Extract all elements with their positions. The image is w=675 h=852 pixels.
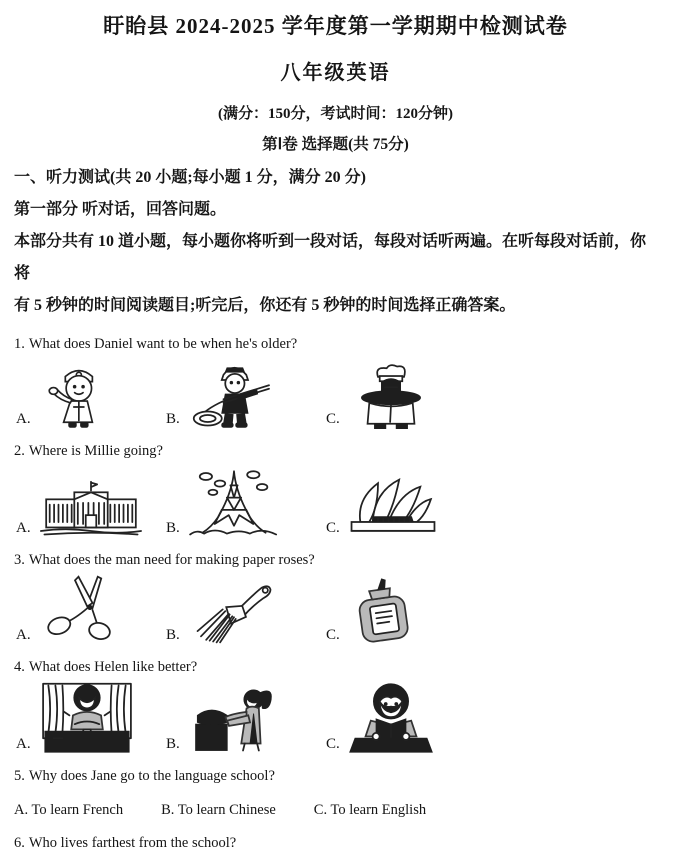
girl-cooking-image [188,682,284,754]
question-5-text: 5. Why does Jane go to the language school? [14,768,275,784]
chef-image [348,363,434,429]
question-2-option-c [326,476,486,538]
girl-at-desk-by-window-image [39,682,135,754]
instructions-line-1: 本部分共有 10 道小题，每小题你将听到一段对话，每段对话听两遍。在听每段对话前，你将 [14,233,647,282]
question-3-options [16,575,486,645]
question-2-option-b [166,466,326,538]
question-5-option-a: A. To learn French [14,802,124,818]
part-heading: 一、听力测试(共 20 小题;每小题 1 分，满分 20 分) [14,169,366,186]
question-2-number: 2. [14,443,25,459]
glue-bottle-image [348,577,422,645]
eiffel-tower-image [188,466,280,538]
question-4-option-a [16,682,166,754]
part-sub-heading: 第一部分 听对话，回答问题。 [14,201,227,218]
firefighter-image [188,359,280,429]
question-5-options [14,802,484,819]
option-label: B. [166,520,180,536]
option-label: C. [326,520,340,536]
question-1-option-a [16,363,166,429]
question-5-number: 5. [14,768,25,784]
question-3-option-b [166,579,326,645]
option-label: B. [166,411,180,427]
option-label: A. [16,411,31,427]
question-1-options [16,359,486,429]
section-heading: 第Ⅰ卷 选择题(共 75分) [262,136,409,153]
option-label: C. [326,736,340,752]
exam-subject: 八年级英语 [280,62,391,84]
option-label: C. [326,627,340,643]
white-house-image [39,480,143,538]
question-2-text: 2. Where is Millie going? [14,443,163,459]
question-1-number: 1. [14,336,25,352]
question-4-option-c [326,682,486,754]
option-label: A. [16,520,31,536]
question-2-option-a [16,480,166,538]
option-label: C. [326,411,340,427]
scissors-image [39,575,139,645]
question-4-options [16,682,486,754]
instructions-line-2: 有 5 秒钟的时间阅读题目;听完后，你还有 5 秒钟的时间选择正确答案。 [14,297,516,314]
page-title: 盱眙县 2024-2025 学年度第一学期期中检测试卷 [103,14,568,38]
question-3-text: 3. What does the man need for making paper roses? [14,552,315,568]
question-2-options [16,466,486,538]
listening-instructions [14,162,657,322]
question-3-option-c [326,577,486,645]
paint-brush-image [188,579,280,645]
question-3-option-a [16,575,166,645]
option-label: A. [16,627,31,643]
sydney-opera-house-image [348,476,438,538]
question-5-option-b: B. To learn Chinese [161,802,276,818]
question-3-number: 3. [14,552,25,568]
question-4-number: 4. [14,659,25,675]
question-5-option-c: C. To learn English [313,802,427,818]
question-6-text: 6. Who lives farthest from the school? [14,835,237,851]
question-1-option-b [166,359,326,429]
question-4-option-b [166,682,326,754]
question-1-text: 1. What does Daniel want to be when he's older? [14,336,298,352]
option-label: B. [166,736,180,752]
doctor-image [39,363,117,429]
girl-reading-book-image [348,682,434,754]
option-label: A. [16,736,31,752]
question-4-text: 4. What does Helen like better? [14,659,198,675]
question-1-option-c [326,363,486,429]
question-6-number: 6. [14,835,25,851]
option-label: B. [166,627,180,643]
exam-info: (满分：150分，考试时间：120分钟) [218,106,453,122]
